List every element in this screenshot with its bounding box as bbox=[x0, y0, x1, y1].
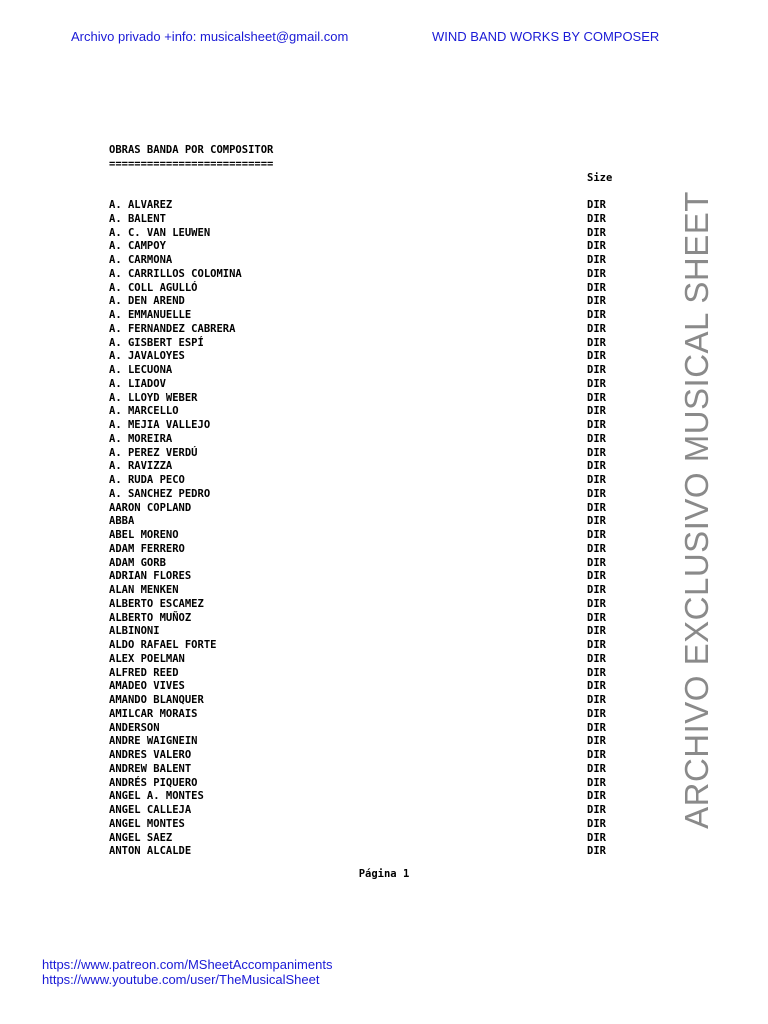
size-value: DIR bbox=[587, 405, 606, 418]
table-row bbox=[109, 199, 629, 213]
size-value: DIR bbox=[587, 666, 606, 679]
table-row bbox=[109, 749, 629, 763]
header-contact-text: Archivo privado +info: musicalsheet@gmail.com bbox=[71, 29, 349, 44]
composer-name: A. FERNANDEZ CABRERA bbox=[109, 322, 236, 335]
table-row bbox=[109, 364, 629, 378]
composer-name: A. JAVALOYES bbox=[109, 350, 185, 363]
composer-name: A. MARCELLO bbox=[109, 405, 179, 418]
size-value: DIR bbox=[587, 240, 606, 253]
table-row bbox=[109, 337, 629, 351]
table-row bbox=[109, 818, 629, 832]
youtube-link[interactable]: https://www.youtube.com/user/TheMusicalSheet bbox=[42, 971, 320, 987]
composer-list bbox=[109, 144, 629, 859]
table-row bbox=[109, 639, 629, 653]
composer-name: ANGEL MONTES bbox=[109, 817, 185, 830]
table-row bbox=[109, 570, 629, 584]
size-value: DIR bbox=[587, 309, 606, 321]
composer-rows bbox=[109, 199, 629, 859]
size-value: DIR bbox=[587, 529, 606, 541]
table-row bbox=[109, 694, 629, 708]
composer-name: ALFRED REED bbox=[109, 666, 179, 679]
size-value: DIR bbox=[587, 487, 606, 500]
size-value: DIR bbox=[587, 694, 606, 706]
table-row bbox=[109, 419, 629, 433]
size-value: DIR bbox=[587, 446, 606, 459]
composer-name: A. LLOYD WEBER bbox=[109, 391, 198, 404]
composer-name: A. LIADOV bbox=[109, 377, 166, 390]
composer-name: A. EMMANUELLE bbox=[109, 309, 192, 321]
composer-name: ADAM FERRERO bbox=[109, 542, 185, 555]
size-value: DIR bbox=[587, 542, 606, 555]
size-value: DIR bbox=[587, 639, 606, 651]
size-value: DIR bbox=[587, 845, 606, 858]
table-row bbox=[109, 254, 629, 268]
table-row bbox=[109, 763, 629, 777]
composer-name: ALBINONI bbox=[109, 625, 160, 638]
composer-name: A. CARRILLOS COLOMINA bbox=[109, 267, 242, 280]
composer-name: ADRIAN FLORES bbox=[109, 570, 192, 583]
size-value: DIR bbox=[587, 817, 606, 830]
table-row bbox=[109, 474, 629, 488]
table-row bbox=[109, 350, 629, 364]
size-value: DIR bbox=[587, 680, 606, 693]
composer-name: ANDRES VALERO bbox=[109, 749, 192, 761]
table-row bbox=[109, 845, 629, 859]
size-value: DIR bbox=[587, 652, 606, 665]
composer-name: A. RAVIZZA bbox=[109, 460, 173, 473]
composer-name: A. RUDA PECO bbox=[109, 474, 185, 486]
composer-name: ANTON ALCALDE bbox=[109, 845, 192, 858]
composer-name: A. COLL AGULLÓ bbox=[109, 281, 198, 294]
size-value: DIR bbox=[587, 364, 606, 376]
size-value: DIR bbox=[587, 432, 606, 445]
table-row bbox=[109, 667, 629, 681]
table-row bbox=[109, 502, 629, 516]
size-value: DIR bbox=[587, 735, 606, 748]
composer-name: ALDO RAFAEL FORTE bbox=[109, 639, 217, 651]
composer-name: A. BALENT bbox=[109, 212, 166, 225]
size-value: DIR bbox=[587, 377, 606, 390]
footer-links bbox=[42, 958, 332, 987]
table-row bbox=[109, 460, 629, 474]
composer-name: A. GISBERT ESPÍ bbox=[109, 336, 204, 349]
table-row bbox=[109, 309, 629, 323]
size-value: DIR bbox=[587, 322, 606, 335]
composer-name: ANDRE WAIGNEIN bbox=[109, 735, 198, 748]
table-row bbox=[109, 268, 629, 282]
size-value: DIR bbox=[587, 391, 606, 404]
table-row bbox=[109, 653, 629, 667]
size-value: DIR bbox=[587, 474, 606, 486]
composer-name: ANDERSON bbox=[109, 721, 160, 734]
composer-name: ANGEL SAEZ bbox=[109, 831, 173, 844]
table-row bbox=[109, 790, 629, 804]
table-row bbox=[109, 392, 629, 406]
size-value: DIR bbox=[587, 556, 606, 569]
size-value: DIR bbox=[587, 419, 606, 431]
size-value: DIR bbox=[587, 570, 606, 583]
table-row bbox=[109, 378, 629, 392]
composer-name: ALBERTO MUÑOZ bbox=[109, 611, 192, 624]
patreon-link[interactable]: https://www.patreon.com/MSheetAccompaniments bbox=[42, 957, 333, 972]
composer-name: A. LECUONA bbox=[109, 364, 173, 376]
column-header-row bbox=[109, 172, 629, 186]
table-row bbox=[109, 529, 629, 543]
composer-name: ALBERTO ESCAMEZ bbox=[109, 597, 204, 610]
size-value: DIR bbox=[587, 584, 606, 596]
size-value: DIR bbox=[587, 707, 606, 720]
spacer bbox=[109, 185, 629, 199]
composer-name: A. SANCHEZ PEDRO bbox=[109, 487, 211, 500]
size-value: DIR bbox=[587, 501, 606, 514]
size-value: DIR bbox=[587, 749, 606, 761]
table-row bbox=[109, 323, 629, 337]
size-value: DIR bbox=[587, 295, 606, 308]
composer-name: A. DEN AREND bbox=[109, 295, 185, 308]
composer-name: A. MEJIA VALLEJO bbox=[109, 419, 211, 431]
table-row bbox=[109, 447, 629, 461]
table-row bbox=[109, 433, 629, 447]
table-row bbox=[109, 777, 629, 791]
table-row bbox=[109, 282, 629, 296]
composer-name: AARON COPLAND bbox=[109, 501, 192, 514]
page-header bbox=[0, 29, 768, 47]
composer-name: ABEL MORENO bbox=[109, 529, 179, 541]
watermark-text: ARCHIVO EXCLUSIVO MUSICAL SHEET bbox=[678, 191, 715, 829]
table-row bbox=[109, 405, 629, 419]
size-value: DIR bbox=[587, 199, 606, 211]
composer-name: ADAM GORB bbox=[109, 556, 166, 569]
composer-name: AMADEO VIVES bbox=[109, 680, 185, 693]
list-title: OBRAS BANDA POR COMPOSITOR bbox=[109, 144, 274, 156]
table-row bbox=[109, 515, 629, 529]
size-value: DIR bbox=[587, 762, 606, 775]
size-value: DIR bbox=[587, 212, 606, 225]
table-row bbox=[109, 708, 629, 722]
composer-name: A. PEREZ VERDÚ bbox=[109, 446, 198, 459]
composer-name: AMILCAR MORAIS bbox=[109, 707, 198, 720]
composer-name: ALAN MENKEN bbox=[109, 584, 179, 596]
table-row bbox=[109, 295, 629, 309]
composer-name: ALEX POELMAN bbox=[109, 652, 185, 665]
composer-name: ANGEL A. MONTES bbox=[109, 790, 204, 803]
table-row bbox=[109, 680, 629, 694]
table-row bbox=[109, 213, 629, 227]
size-value: DIR bbox=[587, 790, 606, 803]
table-row bbox=[109, 227, 629, 241]
size-value: DIR bbox=[587, 267, 606, 280]
table-row bbox=[109, 832, 629, 846]
composer-name: A. ALVAREZ bbox=[109, 199, 173, 211]
size-value: DIR bbox=[587, 625, 606, 638]
page-number: Página 1 bbox=[358, 868, 410, 880]
size-value: DIR bbox=[587, 336, 606, 349]
size-value: DIR bbox=[587, 515, 606, 528]
size-column-header: Size bbox=[587, 171, 613, 184]
composer-name: AMANDO BLANQUER bbox=[109, 694, 204, 706]
composer-name: A. CAMPOY bbox=[109, 240, 166, 253]
table-row bbox=[109, 804, 629, 818]
table-row bbox=[109, 722, 629, 736]
table-row bbox=[109, 557, 629, 571]
size-value: DIR bbox=[587, 611, 606, 624]
size-value: DIR bbox=[587, 597, 606, 610]
size-value: DIR bbox=[587, 831, 606, 844]
size-value: DIR bbox=[587, 226, 606, 239]
composer-name: ABBA bbox=[109, 515, 135, 528]
composer-name: A. MOREIRA bbox=[109, 432, 173, 445]
table-row bbox=[109, 488, 629, 502]
table-row bbox=[109, 598, 629, 612]
composer-name: ANDREW BALENT bbox=[109, 762, 192, 775]
size-value: DIR bbox=[587, 281, 606, 294]
size-value: DIR bbox=[587, 460, 606, 473]
composer-name: A. CARMONA bbox=[109, 254, 173, 266]
composer-name: ANDRÉS PIQUERO bbox=[109, 776, 198, 789]
header-title: WIND BAND WORKS BY COMPOSER bbox=[432, 29, 660, 44]
table-row bbox=[109, 240, 629, 254]
size-value: DIR bbox=[587, 804, 606, 816]
size-value: DIR bbox=[587, 350, 606, 363]
title-underline: ========================== bbox=[109, 157, 274, 170]
table-row bbox=[109, 543, 629, 557]
table-row bbox=[109, 735, 629, 749]
composer-name: A. C. VAN LEUWEN bbox=[109, 226, 211, 239]
table-row bbox=[109, 625, 629, 639]
composer-name: ANGEL CALLEJA bbox=[109, 804, 192, 816]
size-value: DIR bbox=[587, 721, 606, 734]
size-value: DIR bbox=[587, 254, 606, 266]
size-value: DIR bbox=[587, 776, 606, 789]
table-row bbox=[109, 612, 629, 626]
table-row bbox=[109, 584, 629, 598]
